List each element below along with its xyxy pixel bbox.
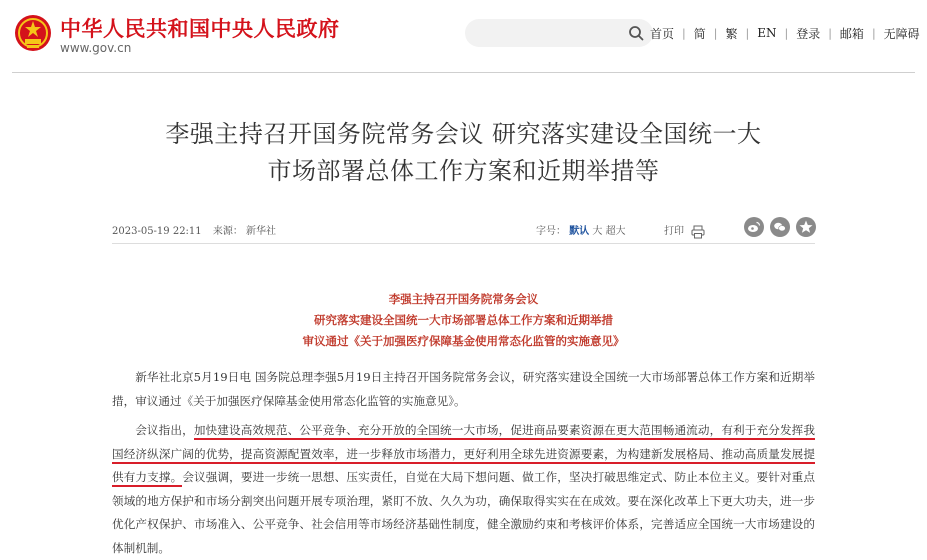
nav-divider: | [682,26,686,40]
header-divider [12,72,915,73]
subheadline-line: 审议通过《关于加强医疗保障基金使用常态化监管的实施意见》 [302,334,625,348]
search-box [465,19,653,47]
share-bar [744,217,816,237]
source-label: 来源： [212,226,243,237]
publish-info [112,222,276,237]
weibo-share-icon[interactable] [744,217,764,237]
font-size-control [536,222,626,237]
nav-accessibility-link[interactable]: 无障碍 [883,26,920,41]
article-subheadline [112,289,815,352]
site-header [0,0,927,72]
printer-icon [691,225,705,239]
nav-login-link[interactable]: 登录 [796,26,821,41]
nav-divider: | [871,26,876,40]
national-emblem-icon[interactable] [14,12,52,54]
print-button[interactable] [664,222,705,239]
nav-english-link[interactable]: EN [757,26,777,40]
site-url: www.gov.cn [60,41,132,55]
nav-simplified-link[interactable]: 简 [693,26,706,41]
qzone-share-icon[interactable] [796,217,816,237]
search-input[interactable] [465,19,629,47]
paragraph-text: 新华社北京5月19日电 国务院总理李强5月19日主持召开国务院常务会议，研究落实建设全国统一大市场部署总体工作方案和近期举措，审议通过《关于加强医疗保障基金使用常态化监管的实施意见》。 [112,370,815,408]
subheadline-line: 李强主持召开国务院常务会议 [388,292,539,306]
font-default-button[interactable]: 默认 [569,226,590,237]
font-xlarge-button[interactable]: 超大 [605,226,626,237]
article-paragraph-1 [112,366,815,413]
source-name: 新华社 [246,226,277,237]
font-size-label: 字号： [536,226,566,237]
article-paragraph-2 [112,419,815,560]
search-icon[interactable] [628,25,644,41]
nav-traditional-link[interactable]: 繁 [725,26,738,41]
nav-mailbox-link[interactable]: 邮箱 [839,26,864,41]
meta-divider [112,243,815,244]
article-title-line-1: 李强主持召开国务院常务会议 研究落实建设全国统一大 [165,120,762,148]
article-meta [112,214,815,244]
print-label: 打印 [664,226,684,237]
font-large-button[interactable]: 大 [592,226,603,237]
highlighted-text: 加快建设高效规范、公平竞争、充分开放的全国统一大市场，促进商品要素资源在更大范围畅通流动，有利于充分发挥我国经济纵深广阔的优势，提高资源配置效率，进一步释放市场潜力，更好利用全球先进资源要素，为构建新发展格局、推动高质量发展提供有力支撑。 [112,423,815,487]
nav-divider: | [745,26,750,40]
site-name[interactable]: 中华人民共和国中央人民政府 [60,16,340,41]
nav-home-link[interactable]: 首页 [650,26,675,41]
nav-divider: | [713,26,718,40]
article-title-line-2: 市场部署总体工作方案和近期举措等 [267,157,660,185]
wechat-share-icon[interactable] [770,217,790,237]
publish-date: 2023-05-19 22:11 [112,226,202,237]
nav-divider: | [828,26,832,40]
nav-divider: | [784,26,789,40]
paragraph-lead: 会议指出， [135,423,194,437]
paragraph-text: 会议强调，要进一步统一思想、压实责任，自觉在大局下想问题、做工作，坚决打破思维定式、防止本位主义。要针对重点领域的地方保护和市场分割突出问题开展专项治理，紧盯不放、久久为功，确保取得实实在在成效。要在深化改革上下更大功夫，进一步优化产权保护、市场准入、公平竞争、社会信用等市场经济基础性制度，健全激励约束和考核评价体系，完善适应全国统一大市场建设的体制机制。 [112,470,815,555]
subheadline-line: 研究落实建设全国统一大市场部署总体工作方案和近期举措 [314,313,613,327]
top-nav [650,24,920,42]
article-title [112,116,815,190]
